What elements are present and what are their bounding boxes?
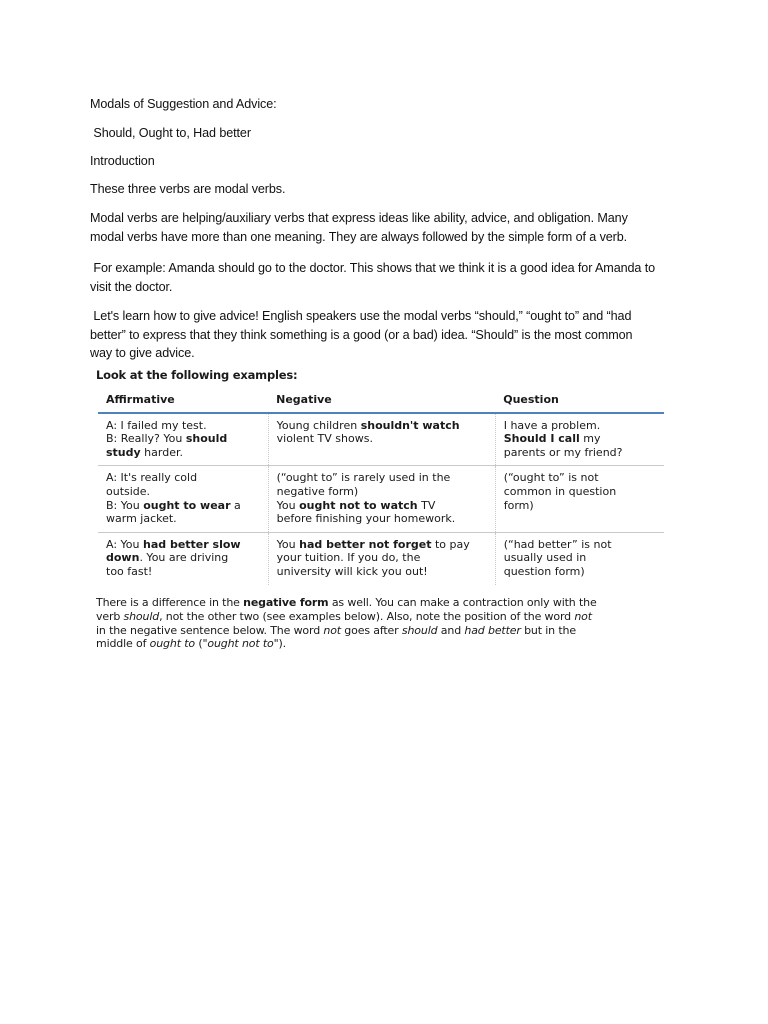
text-run: (“ought to” is not (503, 471, 599, 485)
cell-line (277, 551, 487, 565)
cell-line (277, 432, 487, 446)
text-run: my (579, 432, 601, 446)
cell-line (277, 499, 487, 513)
note-line (96, 624, 668, 638)
affirmative-cell (98, 466, 268, 532)
text-run: violent TV shows. (276, 432, 373, 446)
italic-text: ought to (149, 637, 195, 651)
negative-form-note (96, 596, 668, 651)
example-line-1: For example: Amanda should go to the doctor. This shows that we think it is a good idea for Amanda to (90, 261, 656, 275)
title-text: Modals of Suggestion and Advice: (90, 97, 277, 111)
bold-text: had better not forget (299, 537, 432, 551)
italic-text: should (401, 623, 438, 637)
cell-line (504, 432, 656, 446)
example-line-2: visit the doctor. (90, 279, 173, 294)
cell-line (106, 551, 260, 565)
note-line (96, 596, 668, 610)
cell-line (504, 499, 656, 513)
text-run: , not the other two (see examples below). Also, note the position of the word (159, 609, 575, 623)
bold-text: should (185, 432, 228, 446)
cell-line (106, 446, 260, 460)
text-run: but in the (520, 623, 576, 637)
text-run: warm jacket. (106, 512, 177, 526)
bold-text: ought not to watch (299, 498, 418, 512)
cell-line (277, 471, 487, 485)
learn-line-1: Let's learn how to give advice! English speakers use the modal verbs “should,” “ought to” and “had (90, 309, 632, 323)
cell-line (106, 485, 260, 499)
learn-advice-paragraph (90, 307, 690, 363)
negative-cell (268, 466, 495, 532)
affirmative-cell (98, 413, 268, 466)
cell-line (504, 538, 656, 552)
table-row (98, 413, 664, 466)
text-run: harder. (140, 445, 183, 459)
example-paragraph (90, 259, 690, 296)
cell-line (106, 499, 260, 513)
question-cell (495, 413, 664, 466)
cell-line (106, 512, 260, 526)
text-run: too fast! (106, 564, 153, 578)
cell-line (504, 485, 656, 499)
text-run: in the negative sentence below. The word (96, 623, 324, 637)
examples-table-body (98, 413, 664, 585)
text-run: (“had better” is not (503, 537, 612, 551)
text-run: a (230, 498, 241, 512)
learn-line-2: better” to express that they think something is a good (or a bad) idea. “Should” is the most common (90, 327, 633, 342)
text-run: A: I failed my test. (106, 418, 207, 432)
text-run: (“ought to” is rarely used in the (276, 471, 451, 485)
cell-line (277, 485, 487, 499)
text-run: to pay (431, 537, 470, 551)
text-run: goes after (340, 623, 402, 637)
text-run: question form) (503, 564, 585, 578)
text-run: TV (417, 498, 436, 512)
negative-cell (268, 532, 495, 584)
cell-line (504, 419, 656, 433)
cell-line (277, 565, 487, 579)
bold-text: down (106, 551, 140, 565)
cell-line (504, 446, 656, 460)
affirmative-cell (98, 532, 268, 584)
intro-heading-text: Introduction (90, 154, 155, 168)
text-run: common in question (503, 484, 617, 498)
italic-text: ought not to (207, 637, 274, 651)
cell-line (504, 551, 656, 565)
cell-line (106, 432, 260, 446)
modal-definition-paragraph (90, 209, 690, 246)
text-run: before finishing your homework. (276, 512, 456, 526)
italic-text: had better (464, 623, 521, 637)
subtitle-text: Should, Ought to, Had better (90, 126, 251, 140)
bold-text: negative form (243, 596, 329, 609)
examples-table (98, 392, 664, 585)
italic-text: not (323, 623, 341, 637)
text-run: usually used in (503, 551, 587, 565)
cell-line (504, 565, 656, 579)
text-run: negative form) (276, 484, 359, 498)
bold-text: study (106, 445, 141, 459)
introduction-heading (90, 152, 690, 171)
cell-line (106, 471, 260, 485)
italic-text: not (574, 609, 592, 623)
text-run: middle of (96, 637, 150, 651)
text-run: You (276, 537, 300, 551)
cell-line (106, 419, 260, 433)
examples-figure (92, 368, 670, 656)
bold-text: had better slow (143, 537, 241, 551)
text-run: A: You (106, 537, 143, 551)
cell-line (277, 419, 487, 433)
text-run: your tuition. If you do, the (276, 551, 421, 565)
text-run: B: You (106, 498, 144, 512)
cell-line (106, 565, 260, 579)
cell-line (106, 538, 260, 552)
table-row (98, 466, 664, 532)
learn-line-3: way to give advice. (90, 346, 195, 360)
text-run: B: Really? You (106, 432, 186, 446)
italic-text: should (123, 609, 160, 623)
text-run: as well. You can make a contraction only with the (328, 596, 597, 609)
bold-text: Should I call (503, 432, 580, 446)
text-run: Young children (276, 418, 361, 432)
note-line (96, 637, 668, 651)
text-run: There is a difference in the (96, 596, 244, 609)
text-run: . You are driving (139, 551, 229, 565)
text-run: parents or my friend? (503, 445, 623, 459)
bold-text: shouldn't watch (360, 418, 460, 432)
text-run: and (437, 623, 465, 637)
question-cell (495, 532, 664, 584)
document-title (90, 95, 690, 114)
text-run: You (276, 498, 300, 512)
column-header-affirmative: Affirmative (98, 392, 268, 413)
examples-heading: Look at the following examples: (96, 368, 298, 382)
text-run: "). (273, 637, 287, 651)
cell-line (504, 471, 656, 485)
cell-line (277, 538, 487, 552)
note-line (96, 610, 668, 624)
question-cell (495, 466, 664, 532)
text-run: A: It's really cold (106, 471, 198, 485)
modal-def-line-1: Modal verbs are helping/auxiliary verbs that express ideas like ability, advice, and obligation. Many (90, 211, 628, 225)
cell-line (277, 512, 487, 526)
text-run: outside. (106, 484, 151, 498)
negative-cell (268, 413, 495, 466)
table-row (98, 532, 664, 584)
text-run: university will kick you out! (276, 564, 428, 578)
column-header-question: Question (495, 392, 664, 413)
table-header-row (98, 392, 664, 413)
modal-def-line-2: modal verbs have more than one meaning. They are always followed by the simple form of a verb. (90, 229, 628, 244)
text-run: verb (96, 609, 124, 623)
text-run: I have a problem. (503, 418, 601, 432)
text-run: (" (194, 637, 208, 651)
bold-text: ought to wear (143, 498, 231, 512)
three-verbs-text: These three verbs are modal verbs. (90, 182, 286, 196)
column-header-negative: Negative (268, 392, 495, 413)
text-run: form) (503, 498, 534, 512)
three-verbs-paragraph (90, 180, 690, 199)
document-subtitle (90, 124, 690, 143)
